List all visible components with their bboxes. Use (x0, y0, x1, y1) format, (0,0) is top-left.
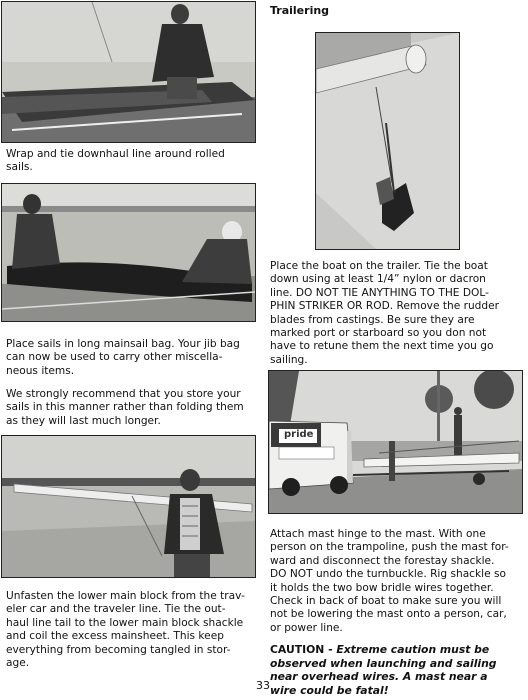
page-number: 33 (256, 679, 270, 692)
caution-warning (270, 643, 522, 697)
van-sign-text: pride (284, 429, 314, 440)
photo-main-block (1, 435, 256, 578)
photo-rudder-casting (315, 32, 460, 250)
photo-rolling-sails (1, 1, 256, 143)
photo-van-trailer (268, 370, 523, 514)
caption-place-boat-trailer: Place the boat on the trailer. Tie the boat down using at least 1/4” nylon or dacron line. DO NOT TIE ANYTHING TO THE DOL- PHIN STRIKER OR ROD. Remove the rudder blades from castings. Be sure they are marked port or starboard so you don not have to retune them the next time you go sailing. (270, 260, 499, 366)
photo-bagging-sails (1, 183, 256, 322)
caption-wrap-downhaul: Wrap and tie downhaul line around rolled sails. (6, 148, 225, 174)
caption-store-sails: We strongly recommend that you store your sails in this manner rather than folding them as they will last much longer. (6, 388, 244, 427)
section-heading-trailering: Trailering (270, 4, 330, 17)
caption-mainsail-bag: Place sails in long mainsail bag. Your jib bag can now be used to carry other miscella- neous items. (6, 338, 240, 377)
caption-unfasten-main-block: Unfasten the lower main block from the trav- eler car and the traveler line. Tie the out- haul line tail to the lower main block shackle and coil the excess mainsheet. This keep everything from becoming tangled in stor- age. (6, 590, 245, 670)
caution-label: CAUTION - (270, 643, 333, 656)
caution-text: Extreme caution must be observed when launching and sailing near overhead wires. A mast near a wire could be fatal! (270, 643, 497, 697)
caption-attach-mast-hinge: Attach mast hinge to the mast. With one person on the trampoline, push the mast for- ward and disconnect the forestay shackle. DO NOT undo the turnbuckle. Rig shackle so it holds the two bow bridle wires together. Check in back of boat to make sure you will not be lowering the mast onto a person, car, or power line. (270, 528, 509, 634)
